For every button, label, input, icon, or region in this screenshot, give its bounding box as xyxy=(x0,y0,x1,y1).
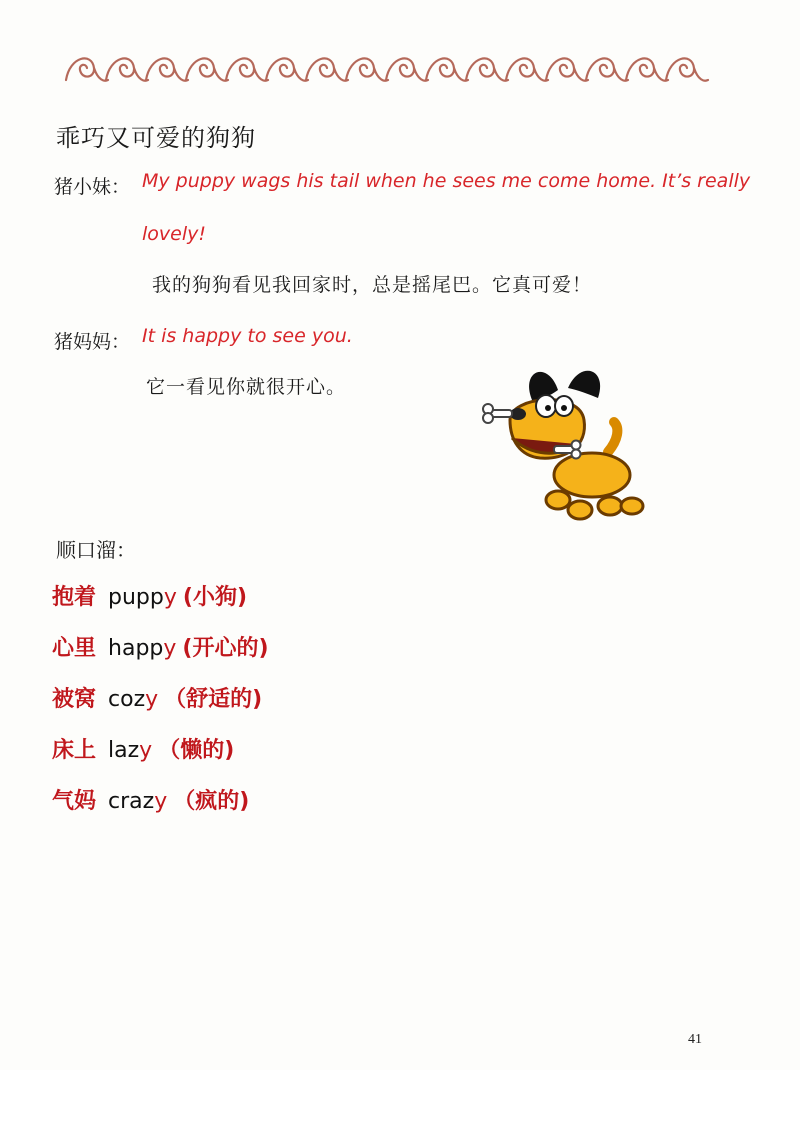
page-number: 41 xyxy=(688,1032,702,1047)
rhyme-gloss: （懒的) xyxy=(158,738,235,763)
page-margin xyxy=(0,1070,800,1132)
rhyme-gloss: (开心的) xyxy=(182,636,269,661)
rhyme-word-base: coz xyxy=(108,687,146,712)
wave-scroll xyxy=(106,58,148,80)
chinese-translation: 它一看见你就很开心。 xyxy=(146,376,347,398)
english-line-continued: lovely! xyxy=(142,223,206,245)
wave-scroll xyxy=(66,58,108,80)
rhyme-word xyxy=(108,687,158,712)
wave-scroll xyxy=(306,58,348,80)
wave-scroll xyxy=(386,58,428,80)
rhyme-word-base: craz xyxy=(108,789,155,814)
rhyme-chinese: 抱着 xyxy=(52,585,97,610)
rhyme-word-ending: y xyxy=(154,789,168,814)
english-line: My puppy wags his tail when he sees me come home. It’s really xyxy=(142,170,751,192)
rhyme-line xyxy=(52,631,269,662)
rhyme-word-ending: y xyxy=(163,585,177,610)
wave-border-icon xyxy=(60,46,710,94)
rhyme-gloss: （疯的) xyxy=(173,789,250,814)
rhyme-line xyxy=(52,682,262,713)
wave-scroll xyxy=(146,58,188,80)
rhyme-word-ending: y xyxy=(139,738,153,763)
rhyme-gloss: (小狗) xyxy=(182,585,248,610)
speaker-pig-mother: 猪妈妈： xyxy=(54,331,131,353)
rhyme-line xyxy=(52,784,249,815)
rhyme-word xyxy=(108,636,176,661)
speaker-pig-sister: 猪小妹： xyxy=(54,176,131,198)
wave-scroll xyxy=(346,58,388,80)
rhyme-word-ending: y xyxy=(145,687,159,712)
rhyme-chinese: 床上 xyxy=(52,738,97,763)
wave-scroll xyxy=(426,58,468,80)
wave-scroll xyxy=(506,58,548,80)
wave-scroll xyxy=(586,58,628,80)
rhyme-word-base: happ xyxy=(108,636,164,661)
wave-scroll xyxy=(546,58,588,80)
chinese-translation: 我的狗狗看见我回家时，总是摇尾巴。它真可爱！ xyxy=(152,274,593,296)
rhyme-gloss: （舒适的) xyxy=(164,687,263,712)
rhyme-chinese: 被窝 xyxy=(52,687,97,712)
page-title: 乖巧又可爱的狗狗 xyxy=(56,124,256,152)
wave-scroll xyxy=(626,58,668,80)
rhyme-word xyxy=(108,789,167,814)
wave-scroll xyxy=(666,58,708,80)
rhyme-line xyxy=(52,580,247,611)
rhyme-word xyxy=(108,585,177,610)
wave-scroll xyxy=(466,58,508,80)
rhyme-word-ending: y xyxy=(163,636,177,661)
rhyme-word-base: pupp xyxy=(108,585,164,610)
wave-scroll xyxy=(266,58,308,80)
rhyme-heading: 顺口溜： xyxy=(56,538,136,562)
rhyme-chinese: 心里 xyxy=(52,636,97,661)
wave-scroll xyxy=(226,58,268,80)
rhyme-line xyxy=(52,733,234,764)
rhyme-word-base: laz xyxy=(108,738,140,763)
rhyme-chinese: 气妈 xyxy=(52,789,97,814)
english-line: It is happy to see you. xyxy=(142,325,353,347)
rhyme-word xyxy=(108,738,152,763)
wave-scroll xyxy=(186,58,228,80)
cartoon-dog-with-bone-icon xyxy=(480,360,650,525)
